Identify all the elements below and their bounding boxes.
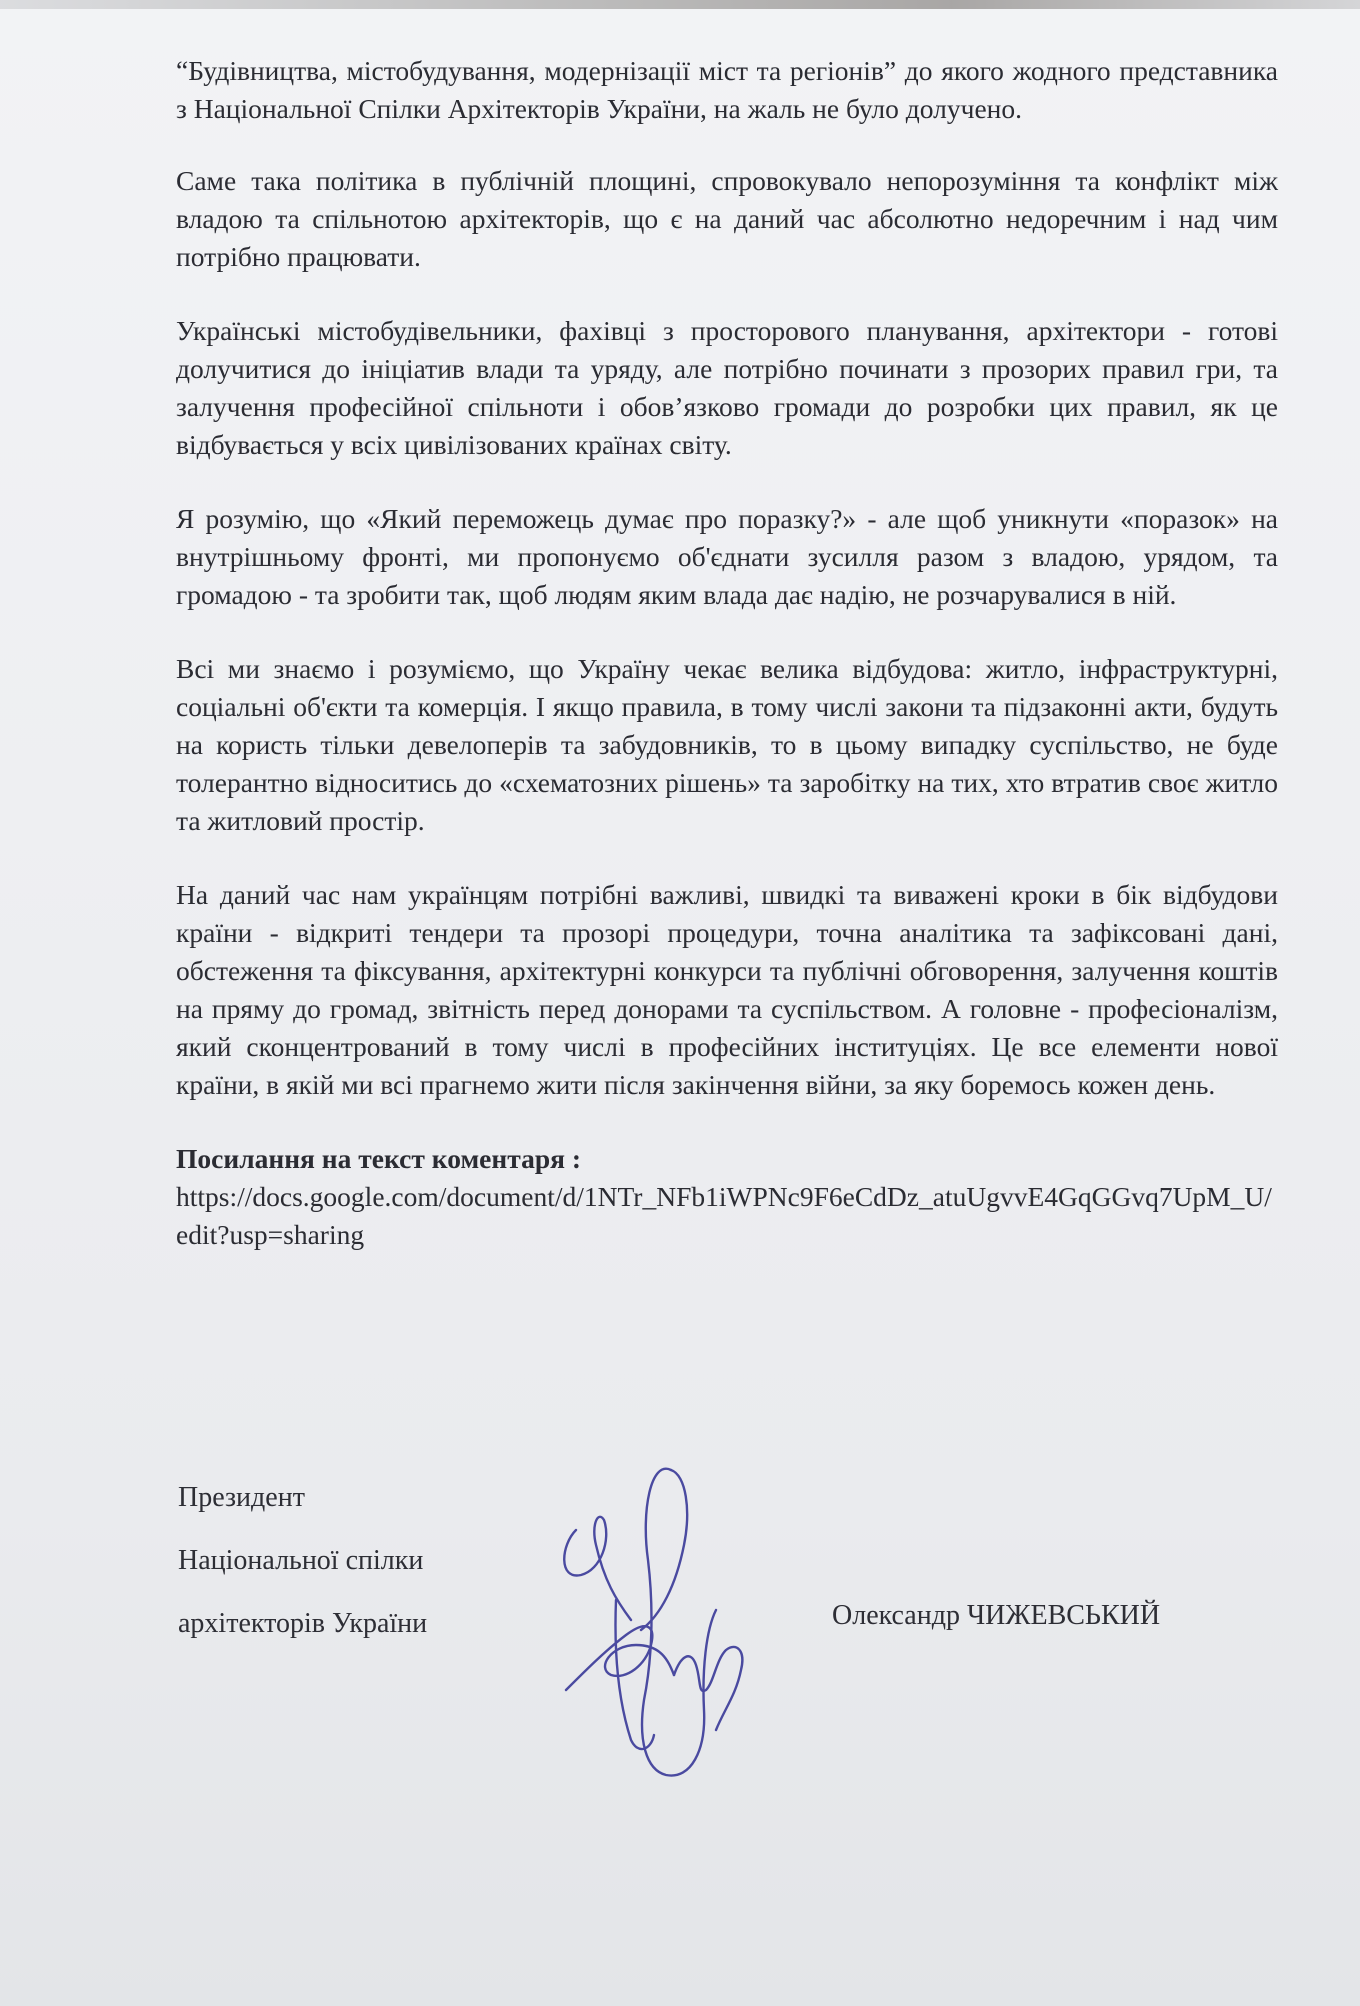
paragraph-3: Українські містобудівельники, фахівці з просторового планування, архітектори - готові долучитися до ініціатив влади та уряду, але потрібно починати з прозорих правил гри, та залучення професійної спільноти і обов’язково громади до розробки цих правил, як це відбувається у всіх цивілізованих країнах світу.: [176, 315, 1278, 460]
paragraph-6: На даний час нам українцям потрібні важливі, швидкі та виважені кроки в бік відбудови країни - відкриті тендери та прозорі процедури, точна аналітика та зафіксовані дані, обстеження та фіксування, архітектурні конкурси та публічні обговорення, залучення коштів на пряму до громад, звітність перед донорами та суспільством. А головне - професіоналізм, який сконцентрований в тому числі в професійних інституціях. Це все елементи нової країни, в якій ми всі прагнемо жити після закінчення війни, за яку боремось кожен день.: [176, 879, 1278, 1100]
handwritten-signature: [556, 1450, 766, 1790]
paragraph-1: “Будівництва, містобудування, модернізації міст та регіонів” до якого жодного представника з Національної Спілки Архітекторів України, на жаль не було долучено.: [176, 55, 1278, 124]
signatory-name: Олександр ЧИЖЕВСЬКИЙ: [832, 1600, 1161, 1631]
comment-link[interactable]: https://docs.google.com/document/d/1NTr_NFb1iWPNc9F6eCdDz_atuUgvvE4GqGGvq7UpM_U/edit?usp=sharing: [176, 1181, 1272, 1250]
signatory-title-line-3: архітекторів України: [178, 1608, 428, 1639]
signatory-title: [178, 1478, 427, 1667]
letter-body: [176, 52, 1278, 1254]
paragraph-5: Всі ми знаємо і розуміємо, що Україну чекає велика відбудова: житло, інфраструктурні, соціальні об'єкти та комерція. І якщо правила, в тому числі закони та підзаконні акти, будуть на користь тільки девелоперів та забудовників, то в цьому випадку суспільство, не буде толерантно відноситись до «схематозних рішень» та заробітку на тих, хто втратив своє житло та житловий простір.: [176, 653, 1278, 836]
signatory-title-line-1: Президент: [178, 1482, 305, 1513]
signatory-title-line-2: Національної спілки: [178, 1545, 424, 1576]
link-heading: Посилання на текст коментаря :: [176, 1143, 582, 1174]
page-top-shadow: [0, 0, 1360, 9]
paragraph-4: Я розумію, що «Який переможець думає про поразку?» - але щоб уникнути «поразок» на внутрішньому фронті, ми пропонуємо об'єднати зусилля разом з владою, урядом, та громадою - та зробити так, щоб людям яким влада дає надію, не розчарувалися в ній.: [176, 503, 1278, 610]
paragraph-2: Саме така політика в публічній площині, спровокувало непорозуміння та конфлікт між владою та спільнотою архітекторів, що є на даний час абсолютно недоречним і над чим потрібно працювати.: [176, 165, 1278, 272]
